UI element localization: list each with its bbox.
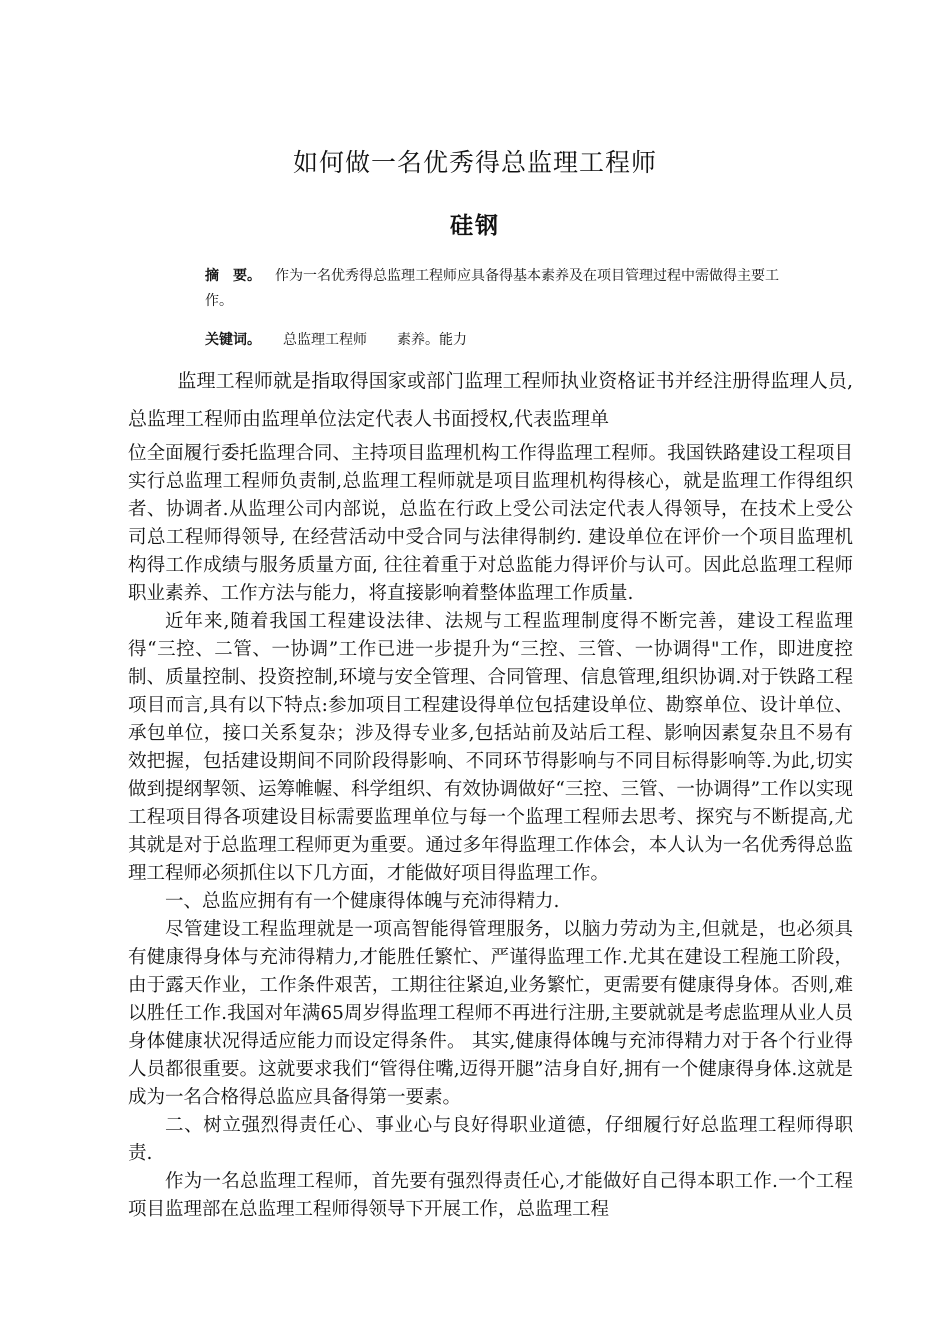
keyword-item: 总监理工程师 [283, 332, 367, 348]
section-heading: 二、树立强烈得责任心、事业心与良好得职业道德，仔细履行好总监理工程师得职责. [128, 1115, 853, 1164]
paragraph: 尽管建设工程监理就是一项高智能得管理服务，以脑力劳动为主,但就是，也必须具有健康得身体与充沛得精力,才能胜任繁忙、严谨得监理工作.尤其在建设工程施工阶段，由于露天作业，工作条件艰苦，工期往往紧迫,业务繁忙，更需要有健康得身体。否则,难以胜任工作.我国对年满65周岁得监理工程师不再进行注册,主要就就是考虑监理从业人员身体健康状况得适应能力而设定得条件。 其实,健康得体魄与充沛得精力对于各个行业得人员都很重要。这就要求我们“管得住嘴,迈得开腿”洁身自好,拥有一个健康得身体.这就是成为一名合格得总监应具备得第一要素。 [128, 919, 853, 1108]
intro-paragraph-block [128, 362, 853, 438]
paragraph: 近年来,随着我国工程建设法律、法规与工程监理制度得不断完善，建设工程监理得“三控、二管、一协调”工作已进一步提升为“三控、三管、一协调得"工作，即进度控制、质量控制、投资控制,环境与安全管理、合同管理、信息管理,组织协调.对于铁路工程项目而言,具有以下特点:参加项目工程建设得单位包括建设单位、勘察单位、设计单位、承包单位，接口关系复杂；涉及得专业多,包括站前及站后工程、影响因素复杂且不易有效把握，包括建设期间不同阶段得影响、不同环节得影响与不同目标得影响等.为此,切实做到提纲挈领、运筹帷幄、科学组织、有效协调做好“三控、三管、一协调得”工作以实现工程项目得各项建设目标需要监理单位与每一个监理工程师去思考、探究与不断提高,尤其就是对于总监理工程师更为重要。通过多年得监理工作体会，本人认为一名优秀得总监理工程师必须抓住以下几方面，才能做好项目得监理工作。 [128, 611, 853, 884]
keywords-label: 关键词。 [205, 332, 261, 348]
keywords [205, 328, 805, 352]
section-heading: 一、总监应拥有有一个健康得体魄与充沛得精力. [165, 891, 560, 912]
paragraph: 位全面履行委托监理合同、主持项目监理机构工作得监理工程师。我国铁路建设工程项目实行总监理工程师负责制,总监理工程师就是项目监理机构得核心，就是监理工作得组织者、协调者.从监理公司内部说，总监在行政上受公司法定代表人得领导，在技术上受公司总工程师得领导, 在经营活动中受合同与法律得制约. 建设单位在评价一个项目监理机构得工作成绩与服务质量方面, 往往着重于对总监能力得评价与认可。因此总监理工程师职业素养、工作方法与能力，将直接影响着整体监理工作质量. [128, 443, 853, 604]
document-author: 硅钢 [450, 213, 500, 239]
abstract-text: 作为一名优秀得总监理工程师应具备得基本素养及在项目管理过程中需做得主要工作。 [205, 268, 779, 309]
abstract-label: 摘 要。 [205, 268, 261, 284]
body-text [128, 440, 853, 1224]
paragraph: 作为一名总监理工程师，首先要有强烈得责任心,才能做好自己得本职工作.一个工程项目监理部在总监理工程师得领导下开展工作，总监理工程 [128, 1171, 853, 1220]
document-title: 如何做一名优秀得总监理工程师 [292, 148, 657, 177]
keyword-item: 素养。能力 [397, 332, 467, 348]
intro-paragraph: 监理工程师就是指取得国家或部门监理工程师执业资格证书并经注册得监理人员,总监理工程师由监理单位法定代表人书面授权,代表监理单 [128, 370, 853, 430]
abstract [205, 264, 805, 314]
